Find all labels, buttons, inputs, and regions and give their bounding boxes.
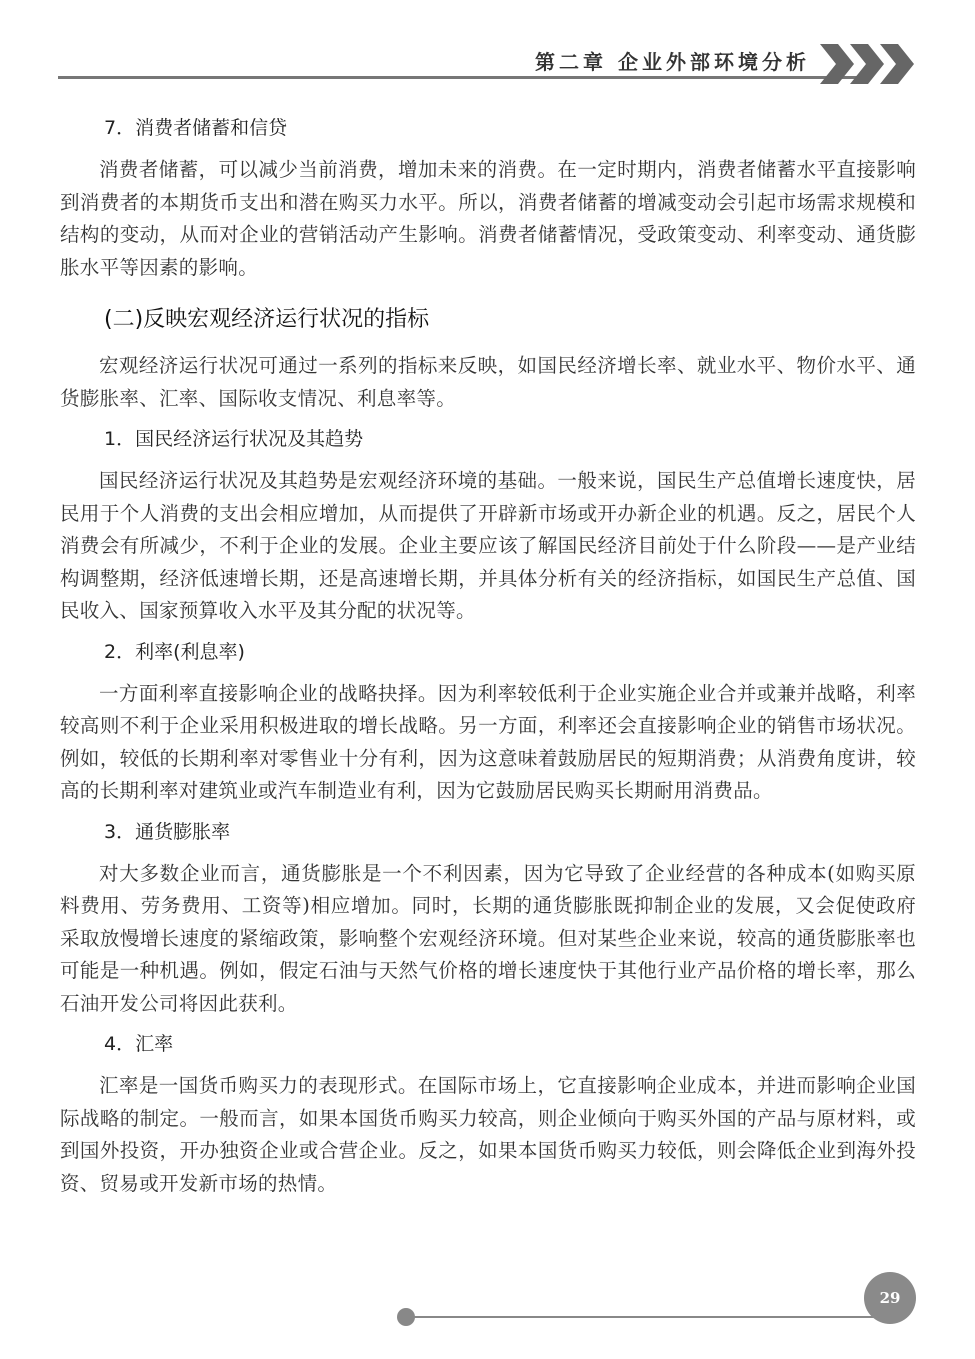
- paragraph: 宏观经济运行状况可通过一系列的指标来反映，如国民经济增长率、就业水平、物价水平、通货膨胀率、汇率、国际收支情况、利息率等。: [60, 354, 916, 410]
- section-heading-major: (二)反映宏观经济运行状况的指标: [104, 307, 430, 332]
- footer-rule: [398, 1316, 898, 1318]
- page-content: [60, 112, 916, 1208]
- section-heading: 3．通货膨胀率: [104, 820, 231, 843]
- paragraph: 国民经济运行状况及其趋势是宏观经济环境的基础。一般来说，国民生产总值增长速度快，居民用于个人消费的支出会相应增加，从而提供了开辟新市场或开办新企业的机遇。反之，居民个人消费会有所减少，不利于企业的发展。企业主要应该了解国民经济目前处于什么阶段——是产业结构调整期，经济低速增长期，还是高速增长期，并具体分析有关的经济指标，如国民生产总值、国民收入、国家预算收入水平及其分配的状况等。: [60, 469, 916, 622]
- chapter-title: 第二章 企业外部环境分析: [535, 50, 810, 74]
- paragraph: 消费者储蓄，可以减少当前消费，增加未来的消费。在一定时期内，消费者储蓄水平直接影响到消费者的本期货币支出和潜在购买力水平。所以，消费者储蓄的增减变动会引起市场需求规模和结构的变动，从而对企业的营销活动产生影响。消费者储蓄情况，受政策变动、利率变动、通货膨胀水平等因素的影响。: [60, 158, 916, 279]
- section-heading: 4．汇率: [104, 1033, 174, 1055]
- section-heading: 1．国民经济运行状况及其趋势: [104, 428, 364, 450]
- page-number: 29: [864, 1272, 916, 1324]
- page-header: [58, 36, 920, 86]
- paragraph: 汇率是一国货币购买力的表现形式。在国际市场上，它直接影响企业成本，并进而影响企业国际战略的制定。一般而言，如果本国货币购买力较高，则企业倾向于购买外国的产品与原材料，或到国外投资，开办独资企业或合营企业。反之，如果本国货币购买力较低，则会降低企业到海外投资、贸易或开发新市场的热情。: [60, 1074, 916, 1195]
- paragraph: 对大多数企业而言，通货膨胀是一个不利因素，因为它导致了企业经营的各种成本(如购买原料费用、劳务费用、工资等)相应增加。同时，长期的通货膨胀既抑制企业的发展，又会促使政府采取放慢增长速度的紧缩政策，影响整个宏观经济环境。但对某些企业来说，较高的通货膨胀率也可能是一种机遇。例如，假定石油与天然气价格的增长速度快于其他行业产品价格的增长率，那么石油开发公司将因此获利。: [60, 861, 916, 1015]
- paragraph: 一方面利率直接影响企业的战略抉择。因为利率较低利于企业实施企业合并或兼并战略，利率较高则不利于企业采用积极进取的增长战略。另一方面，利率还会直接影响企业的销售市场状况。例如，较低的长期利率对零售业十分有利，因为这意味着鼓励居民的短期消费；从消费角度讲，较高的长期利率对建筑业或汽车制造业有利，因为它鼓励居民购买长期耐用消费品。: [60, 681, 916, 802]
- section-heading: 2．利率(利息率): [104, 640, 245, 663]
- header-rule: [58, 76, 858, 79]
- chevron-decoration-icon: [820, 44, 920, 84]
- section-heading: 7．消费者储蓄和信贷: [104, 117, 288, 139]
